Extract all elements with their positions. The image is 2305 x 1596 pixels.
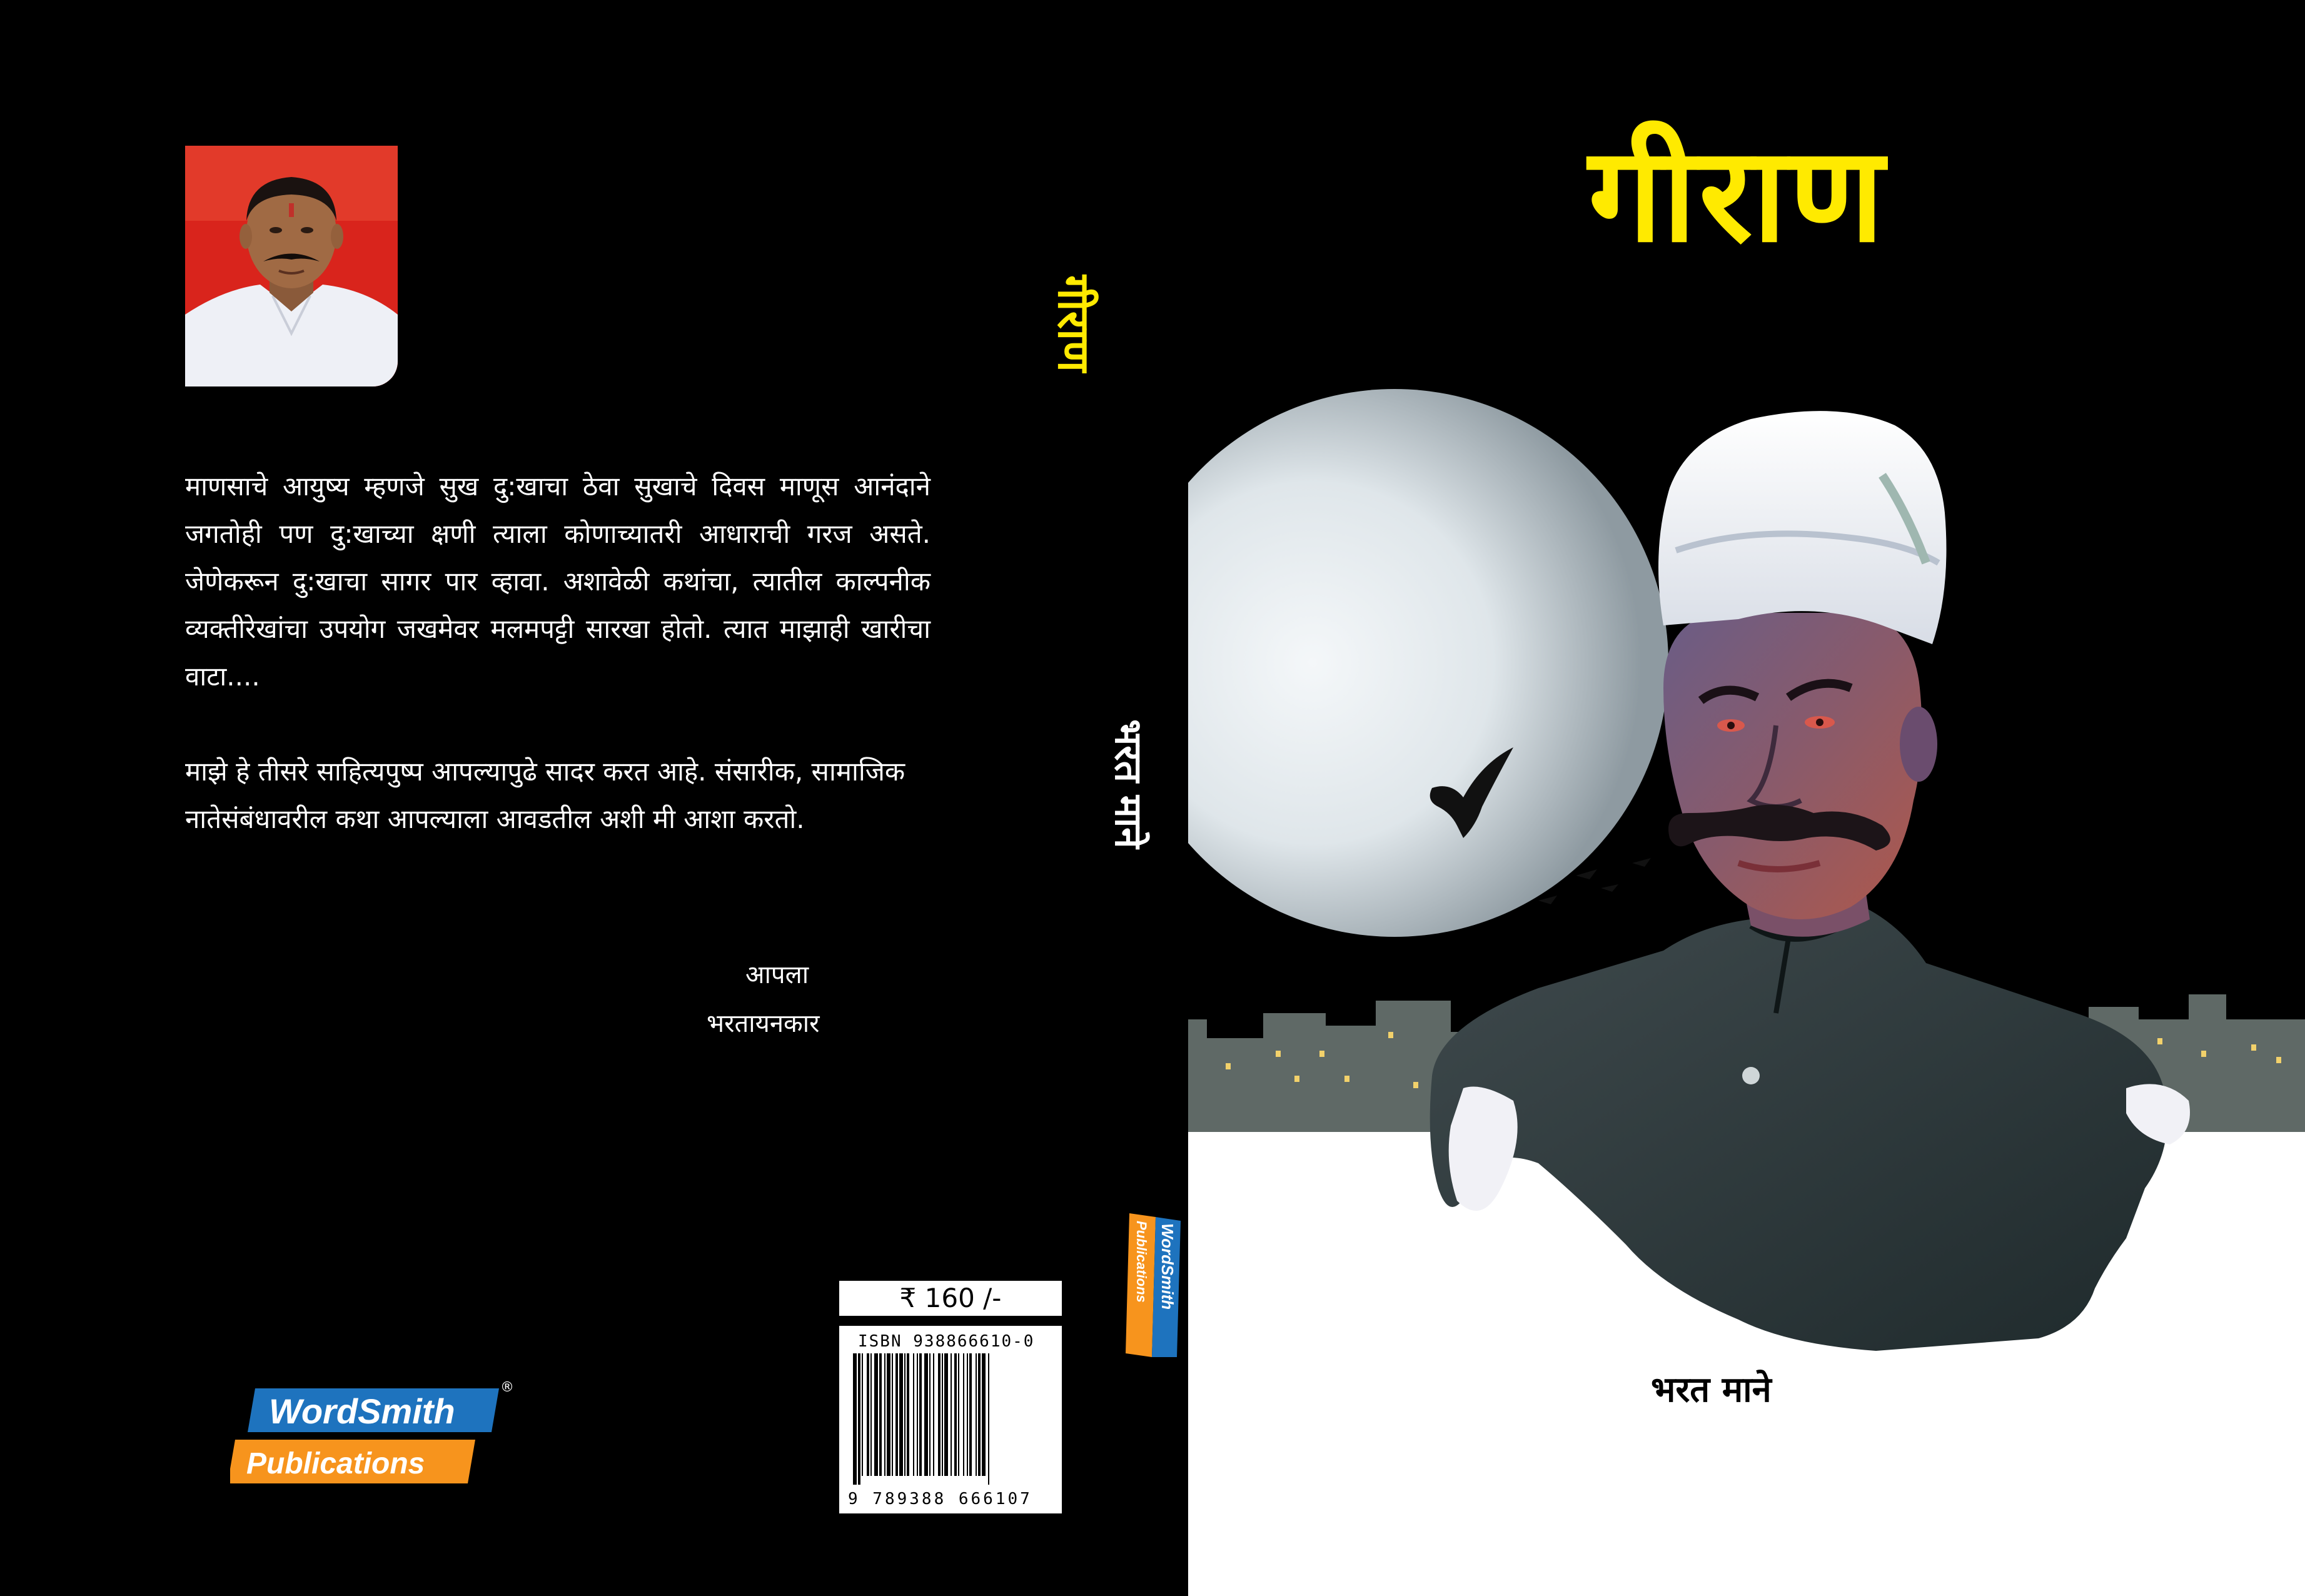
barcode-bar <box>904 1353 905 1476</box>
publisher-logo <box>230 1380 514 1493</box>
barcode-bar <box>884 1353 885 1476</box>
barcode-bar <box>870 1353 872 1476</box>
barcode-bar <box>944 1353 948 1476</box>
price-label: ₹ 160 /- <box>839 1281 1062 1316</box>
barcode-bar <box>938 1353 941 1476</box>
barcode-bar <box>907 1353 909 1476</box>
barcode-bar <box>887 1353 890 1476</box>
barcode-bar <box>976 1353 977 1476</box>
spine-logo-word: Word <box>1158 1223 1177 1265</box>
barcode-bar <box>988 1353 989 1485</box>
logo-smith-text: Smith <box>358 1391 455 1431</box>
barcode-bar <box>919 1353 922 1476</box>
front-author: भरत माने <box>1651 1370 1772 1410</box>
signoff-line-1: आपला <box>745 961 809 989</box>
svg-text:WordSmith <box>1158 1223 1177 1310</box>
signoff-line-2: भरतायनकार <box>707 1009 820 1038</box>
wordsmith-logo-graphic <box>230 1383 505 1493</box>
front-cover <box>1188 0 2305 1596</box>
spine-author: भरत माने <box>1106 719 1150 849</box>
barcode-bar <box>879 1353 882 1476</box>
barcode-bar <box>942 1353 943 1476</box>
isbn-number: ISBN 938866610-0 <box>858 1332 1035 1351</box>
spine-logo-smith: Smith <box>1158 1264 1177 1310</box>
isbn-barcode <box>839 1326 1062 1513</box>
barcode-bar <box>867 1353 869 1476</box>
barcode-bar <box>874 1353 878 1476</box>
barcode-bar <box>967 1353 968 1476</box>
barcode-bar <box>933 1353 934 1476</box>
barcode-bar <box>913 1353 914 1476</box>
svg-text:WordSmith <box>269 1391 455 1431</box>
spine-publisher-logo <box>1124 1213 1181 1357</box>
spine-logo-graphic <box>1124 1213 1181 1357</box>
blurb-paragraph-2: माझे हे तीसरे साहित्यपुष्प आपल्यापुढे सादर करत आहे. संसारीक, सामाजिक नातेसंबंधावरील कथा आपल्याला आवडतील अशी मी आशा करतो. <box>185 756 905 834</box>
barcode-bar <box>954 1353 957 1476</box>
author-photo <box>185 146 398 386</box>
front-title: गीराण <box>1588 118 1887 271</box>
barcode-bar <box>929 1353 931 1476</box>
logo-publications-text: Publications <box>246 1447 425 1480</box>
barcode-bar <box>899 1353 903 1476</box>
author-portrait-image <box>185 146 398 386</box>
barcode-bar <box>858 1353 860 1485</box>
barcode-bar <box>892 1353 893 1476</box>
moon-shape <box>1188 389 1668 937</box>
blurb-paragraph-1: माणसाचे आयुष्य म्हणजे सुख दु:खाचा ठेवा सुखाचे दिवस माणूस आनंदाने जगतोही पण दु:खाच्या क्षणी त्याला कोणाच्यातरी आधाराची गरज असते. जेणेकरून दु:खाचा सागर पार व्हावा. अशावेळी कथांचा, त्यातील काल्पनीक व्यक्तीरेखांचा उपयोग जखमेवर मलमपट्टी सारखा होतो. त्यात माझाही खारीचा वाटा.... <box>185 471 931 692</box>
barcode-bar <box>924 1353 928 1476</box>
barcode-bar <box>951 1353 952 1476</box>
barcode-bar <box>982 1353 986 1476</box>
barcode-bar <box>963 1353 964 1476</box>
spine-title: गीराण <box>1048 275 1099 372</box>
barcode-bar <box>853 1353 857 1485</box>
man-jacket <box>1430 907 2167 1351</box>
logo-word-text: Word <box>269 1391 358 1431</box>
barcode-bar <box>978 1353 981 1476</box>
barcode-bar <box>969 1353 972 1476</box>
barcode-digits: 9 789388 666107 <box>848 1490 1032 1508</box>
barcode-bar <box>862 1353 863 1476</box>
barcode-bar <box>958 1353 959 1476</box>
author-signoff <box>707 951 819 1048</box>
barcode-bars <box>850 1353 1051 1485</box>
back-cover-blurb <box>185 463 931 843</box>
barcode-bar <box>917 1353 918 1476</box>
registered-mark: ® <box>500 1380 514 1395</box>
spine-logo-publications: Publications <box>1134 1221 1149 1303</box>
man-cap <box>1658 411 1947 644</box>
barcode-bar <box>895 1353 898 1476</box>
